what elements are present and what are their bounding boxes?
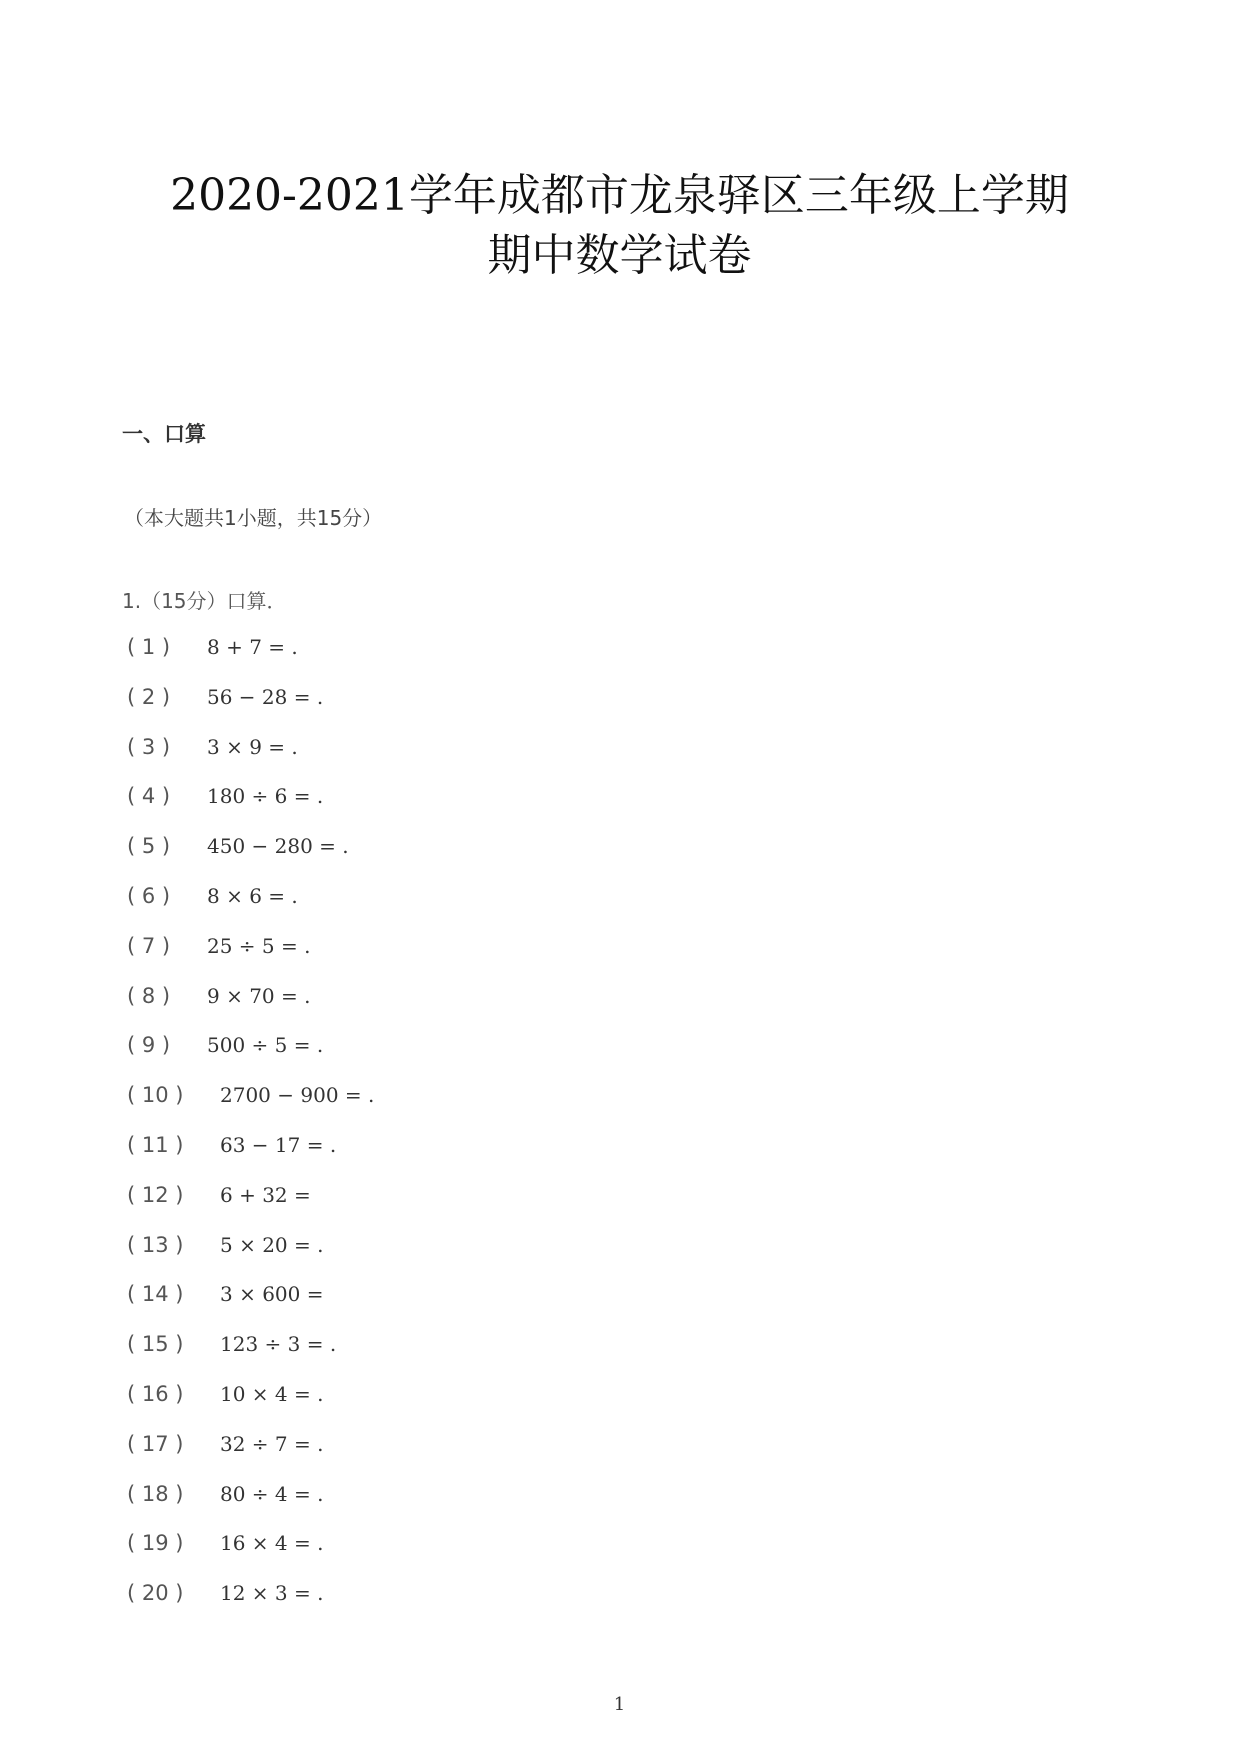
- problem-item: [127, 1581, 323, 1611]
- problem-expression: 16 × 4 = .: [220, 1531, 324, 1555]
- problem-number: ( 18 ): [127, 1482, 184, 1506]
- problem-expression: 450 − 280 = .: [207, 834, 349, 858]
- problem-number: ( 19 ): [127, 1531, 184, 1555]
- problem-expression: 3 × 600 =: [220, 1282, 324, 1306]
- document-title-line1: 2020-2021学年成都市龙泉驿区三年级上学期: [170, 170, 1069, 221]
- problem-expression: 63 − 17 = .: [220, 1133, 337, 1157]
- problem-number: ( 7 ): [127, 934, 171, 958]
- problem-number: ( 20 ): [127, 1581, 184, 1605]
- problem-expression: 5 × 20 = .: [220, 1233, 324, 1257]
- problem-number: ( 12 ): [127, 1183, 184, 1207]
- problem-expression: 9 × 70 = .: [207, 984, 311, 1008]
- problem-number: ( 17 ): [127, 1432, 184, 1456]
- problem-number: ( 11 ): [127, 1133, 184, 1157]
- problem-item: [127, 934, 310, 964]
- problem-expression: 12 × 3 = .: [220, 1581, 324, 1605]
- problem-number: ( 15 ): [127, 1332, 184, 1356]
- section-note: （本大题共1小题，共15分）: [124, 506, 383, 530]
- problem-expression: 25 ÷ 5 = .: [207, 934, 311, 958]
- problem-number: ( 16 ): [127, 1382, 184, 1406]
- problem-expression: 2700 − 900 = .: [220, 1083, 375, 1107]
- problem-item: [127, 984, 310, 1014]
- problem-number: ( 1 ): [127, 635, 171, 659]
- problem-expression: 56 − 28 = .: [207, 685, 324, 709]
- problem-item: [127, 1432, 323, 1462]
- problem-expression: 8 × 6 = .: [207, 884, 298, 908]
- problem-expression: 80 ÷ 4 = .: [220, 1482, 324, 1506]
- page-number: 1: [613, 1694, 626, 1715]
- problem-expression: 6 + 32 =: [220, 1183, 311, 1207]
- problem-expression: 180 ÷ 6 = .: [207, 784, 324, 808]
- problem-number: ( 4 ): [127, 784, 171, 808]
- problem-item: [127, 784, 323, 814]
- problem-expression: 32 ÷ 7 = .: [220, 1432, 324, 1456]
- problem-item: [127, 1133, 336, 1163]
- problem-item: [127, 1033, 323, 1063]
- problem-number: ( 3 ): [127, 735, 171, 759]
- problem-item: [127, 685, 323, 715]
- problem-item: [127, 635, 298, 665]
- problem-item: [127, 1382, 323, 1412]
- problem-expression: 500 ÷ 5 = .: [207, 1033, 324, 1057]
- problem-item: [127, 1332, 336, 1362]
- problem-item: [127, 735, 298, 765]
- section-heading: 一、口算: [122, 422, 206, 446]
- problem-number: ( 14 ): [127, 1282, 184, 1306]
- problem-expression: 8 + 7 = .: [207, 635, 298, 659]
- problem-expression: 3 × 9 = .: [207, 735, 298, 759]
- problem-number: ( 2 ): [127, 685, 171, 709]
- problem-item: [127, 1531, 323, 1561]
- problem-item: [127, 884, 298, 914]
- problem-expression: 123 ÷ 3 = .: [220, 1332, 337, 1356]
- problem-number: ( 13 ): [127, 1233, 184, 1257]
- problem-item: [127, 1233, 323, 1263]
- problem-item: [127, 1282, 324, 1312]
- problem-number: ( 6 ): [127, 884, 171, 908]
- problem-expression: 10 × 4 = .: [220, 1382, 324, 1406]
- question-header: 1.（15分）口算．: [122, 589, 287, 613]
- document-title-line2: 期中数学试卷: [487, 230, 752, 281]
- problem-number: ( 9 ): [127, 1033, 171, 1057]
- problem-item: [127, 1482, 323, 1512]
- problem-number: ( 10 ): [127, 1083, 184, 1107]
- problem-item: [127, 1183, 311, 1213]
- problem-number: ( 5 ): [127, 834, 171, 858]
- problem-number: ( 8 ): [127, 984, 171, 1008]
- problem-item: [127, 834, 349, 864]
- problem-item: [127, 1083, 374, 1113]
